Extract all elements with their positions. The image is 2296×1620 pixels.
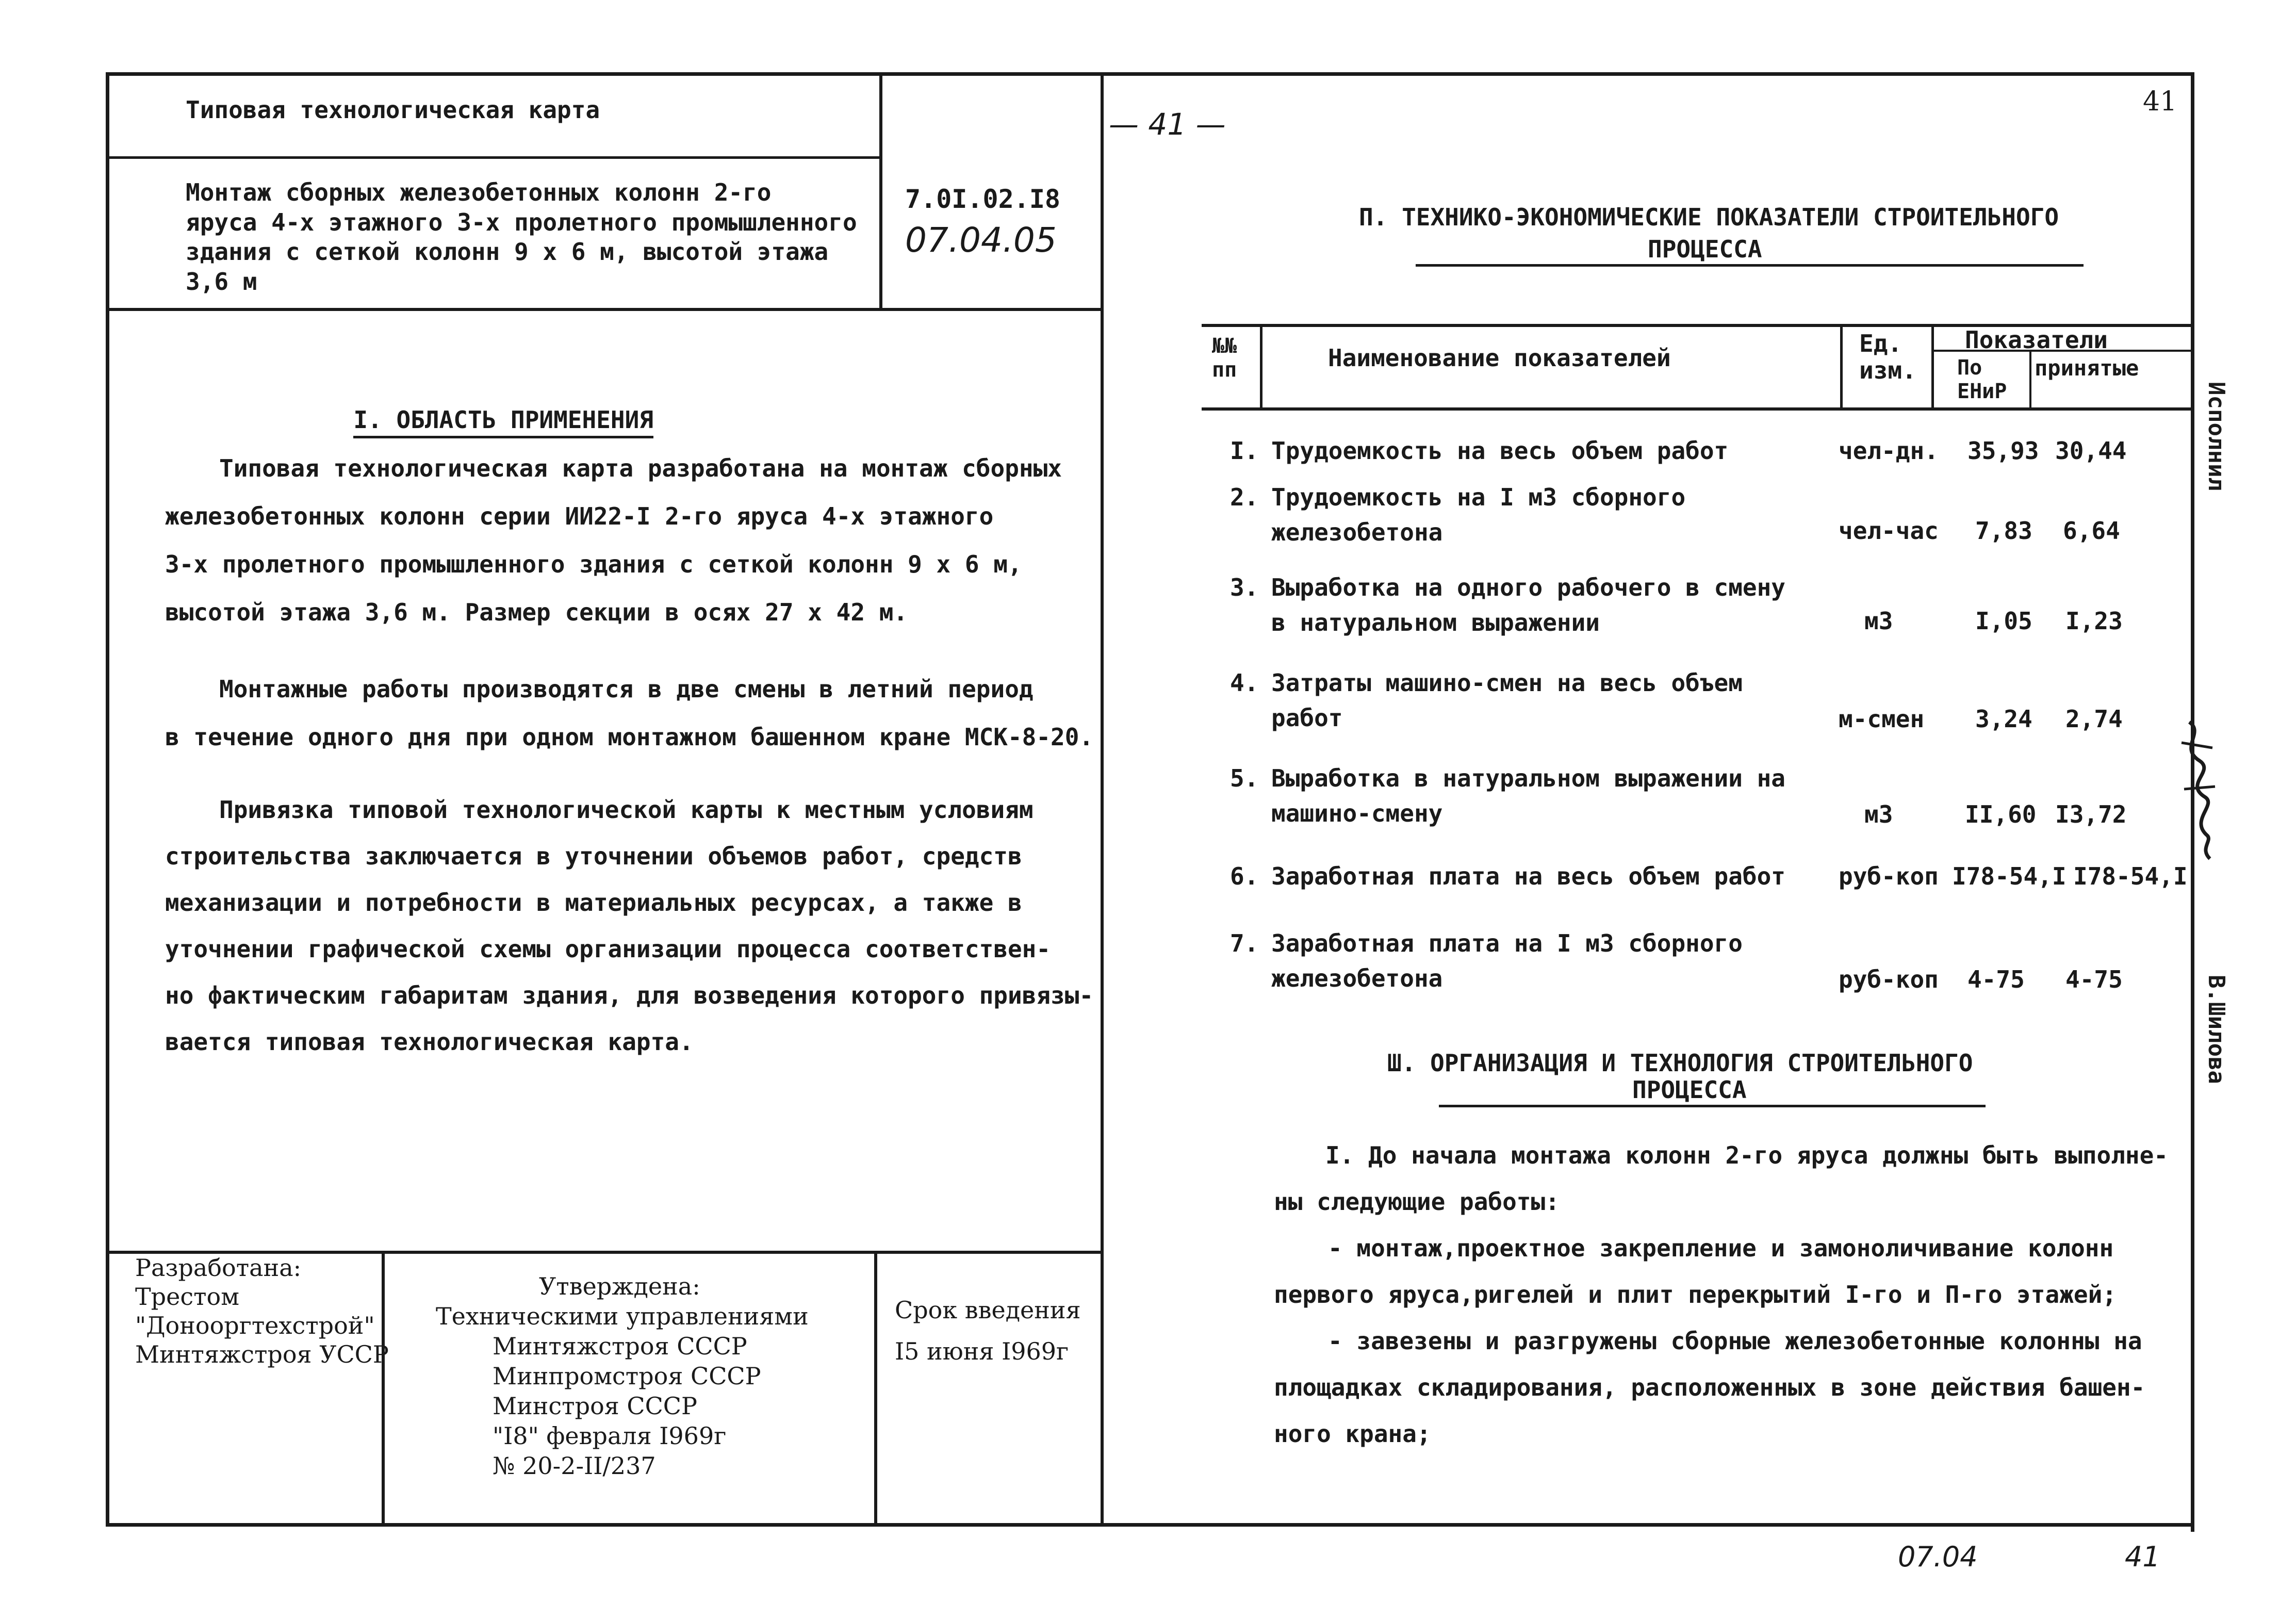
frame-bottom [106, 1523, 2194, 1527]
section3-heading-line1: Ш. ОРГАНИЗАЦИЯ И ТЕХНОЛОГИЯ СТРОИТЕЛЬНОГО [1387, 1049, 1973, 1077]
handwritten-page-marker: — 41 — [1109, 107, 1226, 142]
text-line: в течение одного дня при одном монтажном башенном кране МСК-8-20. [165, 723, 1094, 751]
table-row-num: I. [1230, 437, 1259, 465]
table-row-name: Затраты машино-смен на весь объем работ [1271, 669, 1743, 732]
text-line: площадках складирования, расположенных в зоне действия башен- [1274, 1373, 2145, 1401]
table-header-num: №№ пп [1212, 334, 1237, 382]
text-line: - монтаж,проектное закрепление и замоноличивание колонн [1328, 1234, 2114, 1262]
text-line: уточнении графической схемы организации процесса соответствен- [165, 935, 1051, 963]
table-header-unit: Ед. изм. [1859, 330, 1916, 384]
term-label: Срок введения [895, 1296, 1081, 1324]
text-line: ного крана; [1274, 1420, 1431, 1448]
developed-line: "Донооргтехстрой" [135, 1312, 375, 1339]
table-row-accepted: I78-54,I [2073, 862, 2188, 890]
section3-heading-line2: ПРОЦЕССА [1632, 1076, 1747, 1104]
frame-left [106, 72, 109, 1527]
title-line: Монтаж сборных железобетонных колонн 2-го [186, 178, 772, 206]
table-row-accepted: I,23 [2065, 607, 2123, 635]
title-block-vline-1 [879, 72, 882, 309]
table-row-enir: 35,93 [1967, 437, 2039, 465]
margin-signature [2169, 712, 2225, 866]
table-vline-enir [2029, 352, 2031, 408]
title-line: яруса 4-х этажного 3-х пролетного промышленного [186, 208, 857, 236]
bottom-handwritten-code: 07.04 [1898, 1541, 1978, 1573]
approved-line: "I8" февраля I969г [493, 1422, 727, 1450]
table-row-accepted: 6,64 [2063, 517, 2120, 545]
text-line: механизации и потребности в материальных ресурсах, а также в [165, 889, 1022, 917]
text-line: I. До начала монтажа колонн 2-го яруса должны быть выполне- [1325, 1141, 2168, 1169]
table-row-unit: руб-коп [1839, 862, 1939, 890]
title-line: 3,6 м [186, 267, 257, 296]
section2-heading-line2: ПРОЦЕССА [1648, 235, 1762, 263]
developed-label: Разработана: [135, 1254, 302, 1282]
table-row-name: Трудоемкость на I м3 сборного железобетона [1271, 483, 1686, 546]
bottom-handwritten-page: 41 [2125, 1541, 2160, 1573]
table-row-unit: м3 [1864, 607, 1893, 635]
section1-para3 [165, 787, 1093, 1065]
table-row-name: Выработка в натуральном выражении на машино-смену [1271, 764, 1785, 827]
section3-body [1274, 1132, 2168, 1457]
document-code: 7.0I.02.I8 [905, 184, 1061, 214]
text-line: вается типовая технологическая карта. [165, 1028, 694, 1056]
text-line: 3-х пролетного промышленного здания с сеткой колонн 9 х 6 м, [165, 550, 1022, 578]
text-line: ны следующие работы: [1274, 1188, 1560, 1216]
table-row-enir: I,05 [1975, 607, 2032, 635]
table-row-unit: м3 [1864, 800, 1893, 828]
approved-line: № 20-2-II/237 [493, 1452, 656, 1480]
table-vline-num [1260, 326, 1262, 408]
table-row-enir: 7,83 [1975, 517, 2032, 545]
frame-top [106, 72, 2194, 76]
developed-line: Минтяжстроя УССР [135, 1340, 389, 1368]
text-line: железобетонных колонн серии ИИ22-I 2-го яруса 4-х этажного [165, 502, 994, 530]
section1-heading-text: I. ОБЛАСТЬ ПРИМЕНЕНИЯ [353, 406, 653, 438]
approved-line: Минстроя СССР [493, 1392, 697, 1420]
footer-vline-2 [874, 1251, 877, 1527]
title-block-hline-1 [106, 156, 879, 159]
table-header-name: Наименование показателей [1328, 344, 1671, 372]
table-vline-name [1840, 326, 1843, 408]
table-row-name: Выработка на одного рабочего в смену в натуральном выражении [1271, 574, 1785, 636]
table-row-num: 3. [1230, 574, 1259, 601]
table-row-name: Заработная плата на весь объем работ [1271, 862, 1785, 890]
text-line: высотой этажа 3,6 м. Размер секции в осях 27 х 42 м. [165, 598, 908, 626]
table-row-num: 6. [1230, 862, 1259, 890]
approved-line: Минпромстроя СССР [493, 1362, 761, 1390]
section1-heading [325, 375, 653, 435]
approved-label: Утверждена: [539, 1272, 700, 1300]
text-line: Типовая технологическая карта разработана на монтаж сборных [219, 454, 1062, 482]
approved-line: Техническими управлениями [436, 1302, 809, 1330]
document-code-handwritten: 07.04.05 [905, 220, 1057, 260]
term-value: I5 июня I969г [895, 1337, 1069, 1365]
text-line: Монтажные работы производятся в две смены в летний период [219, 675, 1034, 703]
text-line: но фактическим габаритам здания, для возведения которого привязы- [165, 981, 1094, 1009]
margin-note-executed: Исполнил [2203, 382, 2229, 491]
section1-para2 [165, 665, 1093, 761]
table-header-rule [1202, 407, 2191, 411]
footer-term [895, 1289, 1081, 1372]
table-row-accepted: I3,72 [2055, 800, 2127, 828]
section2-heading-line1: П. ТЕХНИКО-ЭКОНОМИЧЕСКИЕ ПОКАЗАТЕЛИ СТРОИТЕЛЬНОГО [1359, 203, 2059, 231]
footer-approved [436, 1271, 809, 1481]
title-block-hline-2 [106, 308, 1104, 311]
table-row-unit: руб-коп [1839, 966, 1939, 993]
table-row-num: 2. [1230, 483, 1259, 511]
table-row-unit: чел-дн. [1839, 437, 1939, 465]
section2-heading-underline [1416, 264, 2084, 267]
table-row-accepted: 4-75 [2065, 966, 2123, 993]
title-line: здания с сеткой колонн 9 х 6 м, высотой этажа [186, 238, 829, 266]
title-block-vline-2 [1101, 72, 1104, 1527]
table-row-name: Трудоемкость на весь объем работ [1271, 437, 1729, 465]
table-row-num: 5. [1230, 764, 1259, 792]
table-row-accepted: 2,74 [2065, 705, 2123, 733]
table-row-unit: м-смен [1839, 705, 1925, 733]
footer-developed [135, 1253, 389, 1369]
table-header-enir: По ЕНиР [1957, 356, 2007, 403]
table-row-enir: II,60 [1965, 800, 2037, 828]
table-row-unit: чел-час [1839, 517, 1939, 545]
table-row-accepted: 30,44 [2055, 437, 2127, 465]
table-row-enir: I78-54,I [1952, 862, 2067, 890]
table-row-enir: 3,24 [1975, 705, 2032, 733]
table-row-name: Заработная плата на I м3 сборного железобетона [1271, 929, 1743, 992]
table-row-num: 7. [1230, 929, 1259, 957]
text-line: первого яруса,ригелей и плит перекрытий I-го и П-го этажей; [1274, 1281, 2117, 1308]
developed-line: Трестом [135, 1283, 240, 1311]
title-block-header: Типовая технологическая карта [186, 96, 600, 124]
section1-para1 [165, 445, 1062, 636]
table-row-enir: 4-75 [1967, 966, 2025, 993]
text-line: строительства заключается в уточнении объемов работ, средств [165, 842, 1022, 870]
approved-line: Минтяжстроя СССР [493, 1332, 747, 1360]
text-line: Привязка типовой технологической карты к местным условиям [219, 796, 1034, 824]
page-number-top: 41 [2143, 86, 2177, 117]
margin-note-name: В.Шилова [2203, 975, 2229, 1084]
table-header-accepted: принятые [2035, 355, 2139, 381]
table-row-num: 4. [1230, 669, 1259, 697]
text-line: - завезены и разгружены сборные железобетонные колонны на [1328, 1327, 2142, 1355]
table-header-group: Показатели [1965, 326, 2108, 354]
table-vline-unit [1931, 326, 1934, 408]
title-block-title [186, 178, 857, 297]
section3-heading-underline [1439, 1105, 1986, 1107]
